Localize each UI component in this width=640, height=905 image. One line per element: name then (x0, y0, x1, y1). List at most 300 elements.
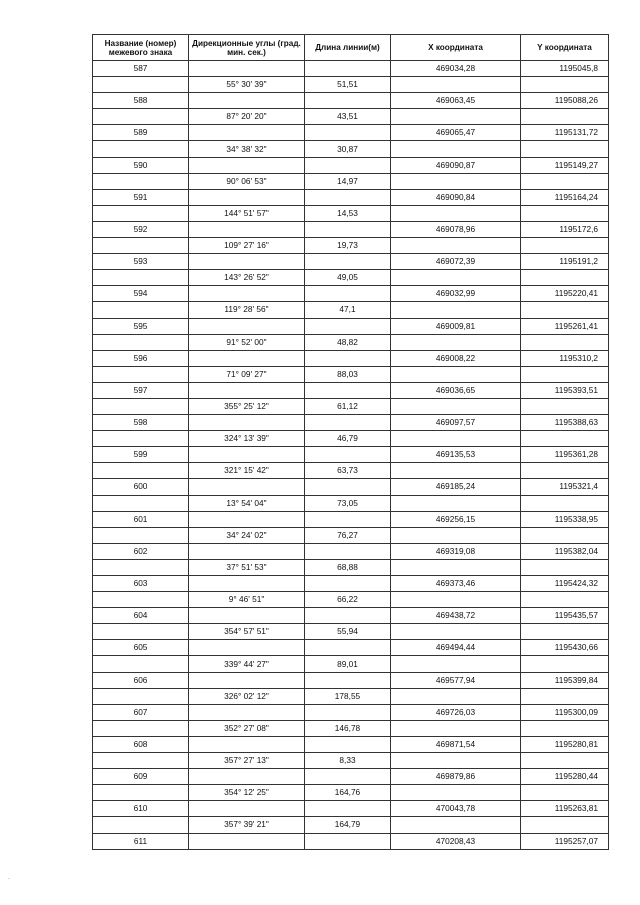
direction-angle: 34° 24' 02" (189, 527, 305, 543)
empty-cell (305, 704, 391, 720)
y-coordinate: 1195388,63 (521, 415, 609, 431)
empty-cell (391, 141, 521, 157)
empty-cell (391, 205, 521, 221)
x-coordinate: 470043,78 (391, 801, 521, 817)
direction-angle: 90° 06' 53" (189, 173, 305, 189)
empty-cell (521, 527, 609, 543)
y-coordinate: 1195257,07 (521, 833, 609, 849)
direction-angle: 357° 39' 21" (189, 817, 305, 833)
empty-cell (93, 205, 189, 221)
point-name: 609 (93, 769, 189, 785)
line-length: 49,05 (305, 270, 391, 286)
y-coordinate: 1195321,4 (521, 479, 609, 495)
x-coordinate: 469319,08 (391, 543, 521, 559)
empty-cell (305, 576, 391, 592)
empty-cell (93, 785, 189, 801)
direction-angle: 326° 02' 12" (189, 688, 305, 704)
empty-cell (189, 61, 305, 77)
header-name: Название (номер) межевого знака (93, 35, 189, 61)
empty-cell (93, 141, 189, 157)
x-coordinate: 469008,22 (391, 350, 521, 366)
empty-cell (189, 286, 305, 302)
point-name: 597 (93, 382, 189, 398)
line-row (93, 366, 609, 382)
empty-cell (189, 608, 305, 624)
direction-angle: 354° 57' 51" (189, 624, 305, 640)
y-coordinate: 1195382,04 (521, 543, 609, 559)
empty-cell (305, 157, 391, 173)
empty-cell (521, 366, 609, 382)
empty-cell (93, 173, 189, 189)
line-row (93, 495, 609, 511)
y-coordinate: 1195424,32 (521, 576, 609, 592)
line-length: 47,1 (305, 302, 391, 318)
y-coordinate: 1195263,81 (521, 801, 609, 817)
line-length: 46,79 (305, 431, 391, 447)
header-length: Длина линии(м) (305, 35, 391, 61)
line-length: 51,51 (305, 77, 391, 93)
empty-cell (305, 318, 391, 334)
point-row (93, 801, 609, 817)
y-coordinate: 1195131,72 (521, 125, 609, 141)
empty-cell (189, 415, 305, 431)
line-row (93, 77, 609, 93)
scan-speck: · (8, 876, 10, 882)
empty-cell (93, 592, 189, 608)
point-row (93, 157, 609, 173)
point-name: 590 (93, 157, 189, 173)
empty-cell (391, 592, 521, 608)
point-name: 598 (93, 415, 189, 431)
line-row (93, 527, 609, 543)
y-coordinate: 1195261,41 (521, 318, 609, 334)
empty-cell (189, 350, 305, 366)
point-name: 589 (93, 125, 189, 141)
point-row (93, 833, 609, 849)
empty-cell (305, 189, 391, 205)
x-coordinate: 469090,87 (391, 157, 521, 173)
y-coordinate: 1195430,66 (521, 640, 609, 656)
empty-cell (391, 656, 521, 672)
empty-cell (391, 431, 521, 447)
empty-cell (521, 334, 609, 350)
empty-cell (305, 286, 391, 302)
line-length: 48,82 (305, 334, 391, 350)
empty-cell (189, 576, 305, 592)
line-length: 61,12 (305, 398, 391, 414)
direction-angle: 339° 44' 27" (189, 656, 305, 672)
line-row (93, 463, 609, 479)
empty-cell (305, 221, 391, 237)
point-name: 600 (93, 479, 189, 495)
point-name: 608 (93, 736, 189, 752)
boundary-coordinates-table (92, 34, 609, 850)
empty-cell (93, 688, 189, 704)
empty-cell (189, 511, 305, 527)
line-row (93, 753, 609, 769)
empty-cell (305, 125, 391, 141)
line-row (93, 431, 609, 447)
point-name: 611 (93, 833, 189, 849)
point-row (93, 93, 609, 109)
empty-cell (391, 527, 521, 543)
empty-cell (521, 109, 609, 125)
empty-cell (93, 495, 189, 511)
point-row (93, 543, 609, 559)
x-coordinate: 469090,84 (391, 189, 521, 205)
empty-cell (93, 624, 189, 640)
empty-cell (189, 382, 305, 398)
line-length: 43,51 (305, 109, 391, 125)
point-row (93, 61, 609, 77)
empty-cell (189, 479, 305, 495)
y-coordinate: 1195310,2 (521, 350, 609, 366)
line-row (93, 559, 609, 575)
empty-cell (305, 736, 391, 752)
empty-cell (391, 688, 521, 704)
empty-cell (93, 238, 189, 254)
x-coordinate: 469063,45 (391, 93, 521, 109)
empty-cell (305, 543, 391, 559)
empty-cell (93, 753, 189, 769)
line-row (93, 817, 609, 833)
empty-cell (305, 415, 391, 431)
table-header-row (93, 35, 609, 61)
point-name: 591 (93, 189, 189, 205)
point-name: 593 (93, 254, 189, 270)
point-row (93, 608, 609, 624)
point-row (93, 125, 609, 141)
point-row (93, 704, 609, 720)
point-row (93, 382, 609, 398)
point-name: 588 (93, 93, 189, 109)
x-coordinate: 470208,43 (391, 833, 521, 849)
empty-cell (305, 447, 391, 463)
y-coordinate: 1195172,6 (521, 221, 609, 237)
empty-cell (93, 817, 189, 833)
point-row (93, 318, 609, 334)
empty-cell (189, 157, 305, 173)
point-name: 595 (93, 318, 189, 334)
empty-cell (391, 720, 521, 736)
line-length: 8,33 (305, 753, 391, 769)
y-coordinate: 1195149,27 (521, 157, 609, 173)
empty-cell (521, 398, 609, 414)
y-coordinate: 1195399,84 (521, 672, 609, 688)
line-length: 19,73 (305, 238, 391, 254)
empty-cell (305, 608, 391, 624)
x-coordinate: 469438,72 (391, 608, 521, 624)
empty-cell (391, 398, 521, 414)
y-coordinate: 1195435,57 (521, 608, 609, 624)
empty-cell (521, 785, 609, 801)
line-row (93, 302, 609, 318)
point-name: 592 (93, 221, 189, 237)
point-name: 604 (93, 608, 189, 624)
direction-angle: 37° 51' 53" (189, 559, 305, 575)
x-coordinate: 469577,94 (391, 672, 521, 688)
line-length: 146,78 (305, 720, 391, 736)
x-coordinate: 469185,24 (391, 479, 521, 495)
point-row (93, 576, 609, 592)
empty-cell (189, 189, 305, 205)
point-name: 605 (93, 640, 189, 656)
empty-cell (391, 238, 521, 254)
header-angle: Дирекционные углы (град. мин. сек.) (189, 35, 305, 61)
empty-cell (189, 640, 305, 656)
direction-angle: 354° 12' 25" (189, 785, 305, 801)
x-coordinate: 469373,46 (391, 576, 521, 592)
table-body (93, 61, 609, 850)
empty-cell (521, 302, 609, 318)
empty-cell (521, 431, 609, 447)
empty-cell (521, 77, 609, 93)
y-coordinate: 1195220,41 (521, 286, 609, 302)
point-row (93, 640, 609, 656)
empty-cell (305, 479, 391, 495)
empty-cell (391, 270, 521, 286)
empty-cell (391, 109, 521, 125)
empty-cell (93, 527, 189, 543)
line-length: 178,55 (305, 688, 391, 704)
y-coordinate: 1195191,2 (521, 254, 609, 270)
empty-cell (391, 785, 521, 801)
direction-angle: 321° 15' 42" (189, 463, 305, 479)
direction-angle: 119° 28' 56" (189, 302, 305, 318)
x-coordinate: 469078,96 (391, 221, 521, 237)
x-coordinate: 469097,57 (391, 415, 521, 431)
direction-angle: 55° 30' 39" (189, 77, 305, 93)
empty-cell (93, 366, 189, 382)
empty-cell (93, 334, 189, 350)
direction-angle: 357° 27' 13" (189, 753, 305, 769)
empty-cell (189, 736, 305, 752)
empty-cell (305, 382, 391, 398)
header-y: Y координата (521, 35, 609, 61)
direction-angle: 34° 38' 32" (189, 141, 305, 157)
empty-cell (305, 833, 391, 849)
line-length: 30,87 (305, 141, 391, 157)
empty-cell (391, 366, 521, 382)
point-name: 607 (93, 704, 189, 720)
empty-cell (521, 592, 609, 608)
line-row (93, 238, 609, 254)
y-coordinate: 1195393,51 (521, 382, 609, 398)
empty-cell (521, 688, 609, 704)
point-name: 594 (93, 286, 189, 302)
line-length: 76,27 (305, 527, 391, 543)
empty-cell (305, 801, 391, 817)
x-coordinate: 469494,44 (391, 640, 521, 656)
point-row (93, 511, 609, 527)
point-name: 587 (93, 61, 189, 77)
line-length: 14,53 (305, 205, 391, 221)
point-name: 601 (93, 511, 189, 527)
line-row (93, 720, 609, 736)
empty-cell (305, 640, 391, 656)
point-name: 599 (93, 447, 189, 463)
point-row (93, 221, 609, 237)
point-row (93, 672, 609, 688)
empty-cell (305, 61, 391, 77)
empty-cell (391, 817, 521, 833)
x-coordinate: 469871,54 (391, 736, 521, 752)
empty-cell (93, 431, 189, 447)
direction-angle: 144° 51' 57" (189, 205, 305, 221)
line-row (93, 592, 609, 608)
line-row (93, 334, 609, 350)
empty-cell (93, 559, 189, 575)
empty-cell (521, 205, 609, 221)
empty-cell (189, 543, 305, 559)
direction-angle: 71° 09' 27" (189, 366, 305, 382)
empty-cell (521, 238, 609, 254)
x-coordinate: 469034,28 (391, 61, 521, 77)
empty-cell (521, 656, 609, 672)
x-coordinate: 469065,47 (391, 125, 521, 141)
empty-cell (189, 801, 305, 817)
empty-cell (305, 93, 391, 109)
line-length: 88,03 (305, 366, 391, 382)
x-coordinate: 469726,03 (391, 704, 521, 720)
empty-cell (93, 398, 189, 414)
line-row (93, 398, 609, 414)
point-row (93, 350, 609, 366)
header-x: X координата (391, 35, 521, 61)
empty-cell (93, 109, 189, 125)
empty-cell (521, 817, 609, 833)
point-row (93, 769, 609, 785)
line-length: 73,05 (305, 495, 391, 511)
x-coordinate: 469135,53 (391, 447, 521, 463)
empty-cell (391, 463, 521, 479)
y-coordinate: 1195045,8 (521, 61, 609, 77)
empty-cell (189, 221, 305, 237)
point-name: 606 (93, 672, 189, 688)
direction-angle: 87° 20' 20" (189, 109, 305, 125)
x-coordinate: 469036,65 (391, 382, 521, 398)
empty-cell (189, 833, 305, 849)
line-length: 66,22 (305, 592, 391, 608)
point-row (93, 189, 609, 205)
point-name: 610 (93, 801, 189, 817)
line-row (93, 109, 609, 125)
empty-cell (305, 672, 391, 688)
empty-cell (189, 125, 305, 141)
point-row (93, 415, 609, 431)
line-length: 55,94 (305, 624, 391, 640)
empty-cell (391, 334, 521, 350)
y-coordinate: 1195338,95 (521, 511, 609, 527)
empty-cell (189, 704, 305, 720)
line-row (93, 624, 609, 640)
line-row (93, 688, 609, 704)
direction-angle: 143° 26' 52" (189, 270, 305, 286)
empty-cell (391, 559, 521, 575)
empty-cell (305, 769, 391, 785)
line-row (93, 656, 609, 672)
empty-cell (521, 559, 609, 575)
line-length: 164,76 (305, 785, 391, 801)
point-name: 602 (93, 543, 189, 559)
empty-cell (521, 173, 609, 189)
direction-angle: 91° 52' 00" (189, 334, 305, 350)
empty-cell (189, 672, 305, 688)
empty-cell (391, 302, 521, 318)
empty-cell (305, 350, 391, 366)
point-row (93, 286, 609, 302)
point-row (93, 447, 609, 463)
direction-angle: 9° 46' 51" (189, 592, 305, 608)
x-coordinate: 469879,86 (391, 769, 521, 785)
empty-cell (521, 270, 609, 286)
line-row (93, 785, 609, 801)
empty-cell (93, 463, 189, 479)
empty-cell (391, 173, 521, 189)
empty-cell (391, 753, 521, 769)
empty-cell (521, 624, 609, 640)
point-row (93, 479, 609, 495)
empty-cell (521, 720, 609, 736)
empty-cell (521, 141, 609, 157)
empty-cell (189, 769, 305, 785)
point-row (93, 254, 609, 270)
line-row (93, 141, 609, 157)
y-coordinate: 1195300,09 (521, 704, 609, 720)
empty-cell (189, 318, 305, 334)
point-name: 603 (93, 576, 189, 592)
y-coordinate: 1195280,81 (521, 736, 609, 752)
line-length: 164,79 (305, 817, 391, 833)
line-row (93, 270, 609, 286)
empty-cell (391, 77, 521, 93)
line-length: 63,73 (305, 463, 391, 479)
direction-angle: 109° 27' 16" (189, 238, 305, 254)
empty-cell (93, 77, 189, 93)
direction-angle: 355° 25' 12" (189, 398, 305, 414)
point-row (93, 736, 609, 752)
line-row (93, 173, 609, 189)
empty-cell (305, 511, 391, 527)
y-coordinate: 1195088,26 (521, 93, 609, 109)
empty-cell (93, 302, 189, 318)
y-coordinate: 1195280,44 (521, 769, 609, 785)
line-length: 89,01 (305, 656, 391, 672)
empty-cell (189, 254, 305, 270)
y-coordinate: 1195361,28 (521, 447, 609, 463)
x-coordinate: 469009,81 (391, 318, 521, 334)
line-row (93, 205, 609, 221)
x-coordinate: 469072,39 (391, 254, 521, 270)
empty-cell (521, 753, 609, 769)
empty-cell (305, 254, 391, 270)
y-coordinate: 1195164,24 (521, 189, 609, 205)
empty-cell (521, 463, 609, 479)
x-coordinate: 469032,99 (391, 286, 521, 302)
direction-angle: 324° 13' 39" (189, 431, 305, 447)
direction-angle: 13° 54' 04" (189, 495, 305, 511)
empty-cell (189, 447, 305, 463)
empty-cell (93, 270, 189, 286)
point-name: 596 (93, 350, 189, 366)
empty-cell (189, 93, 305, 109)
empty-cell (391, 624, 521, 640)
empty-cell (93, 720, 189, 736)
line-length: 14,97 (305, 173, 391, 189)
x-coordinate: 469256,15 (391, 511, 521, 527)
empty-cell (93, 656, 189, 672)
empty-cell (391, 495, 521, 511)
